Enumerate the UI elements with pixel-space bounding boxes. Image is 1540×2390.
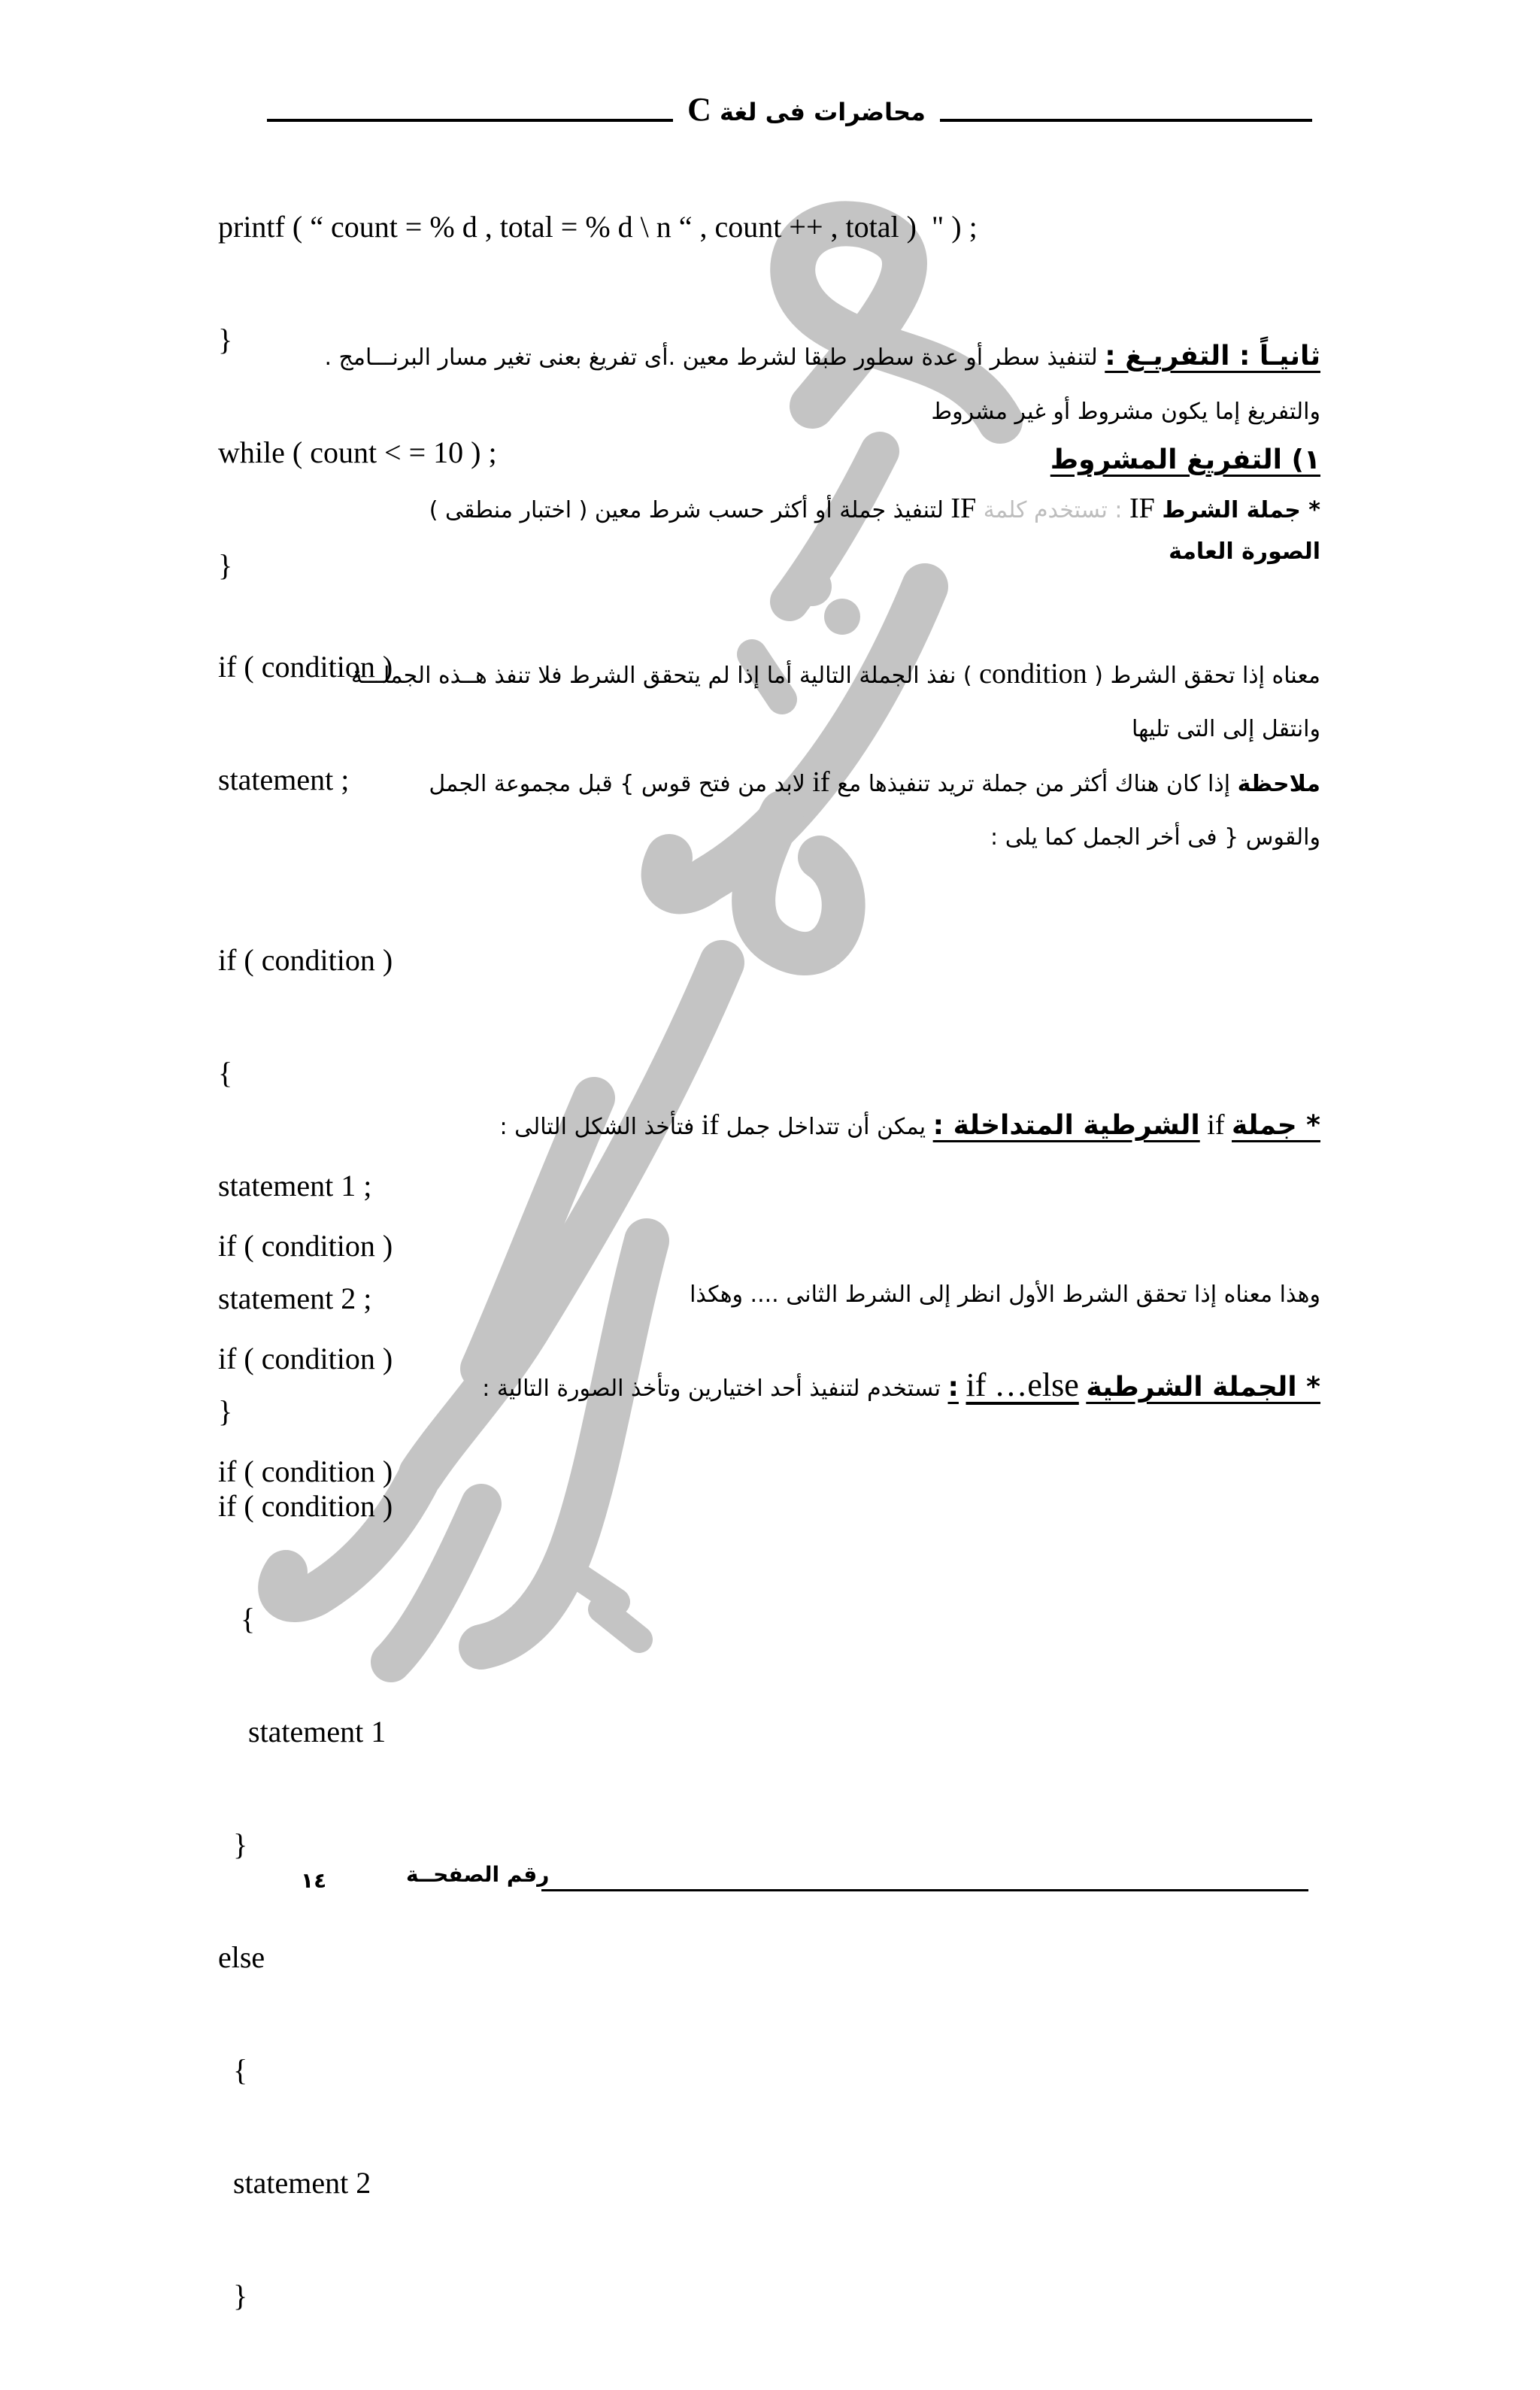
header-title-latin: C xyxy=(687,91,711,128)
header-title xyxy=(673,90,940,129)
nested-label-b: الشرطية المتداخلة : xyxy=(932,1110,1200,1141)
if-statement-label: * جملة الشرط xyxy=(1162,497,1320,523)
header-rule-right xyxy=(940,119,1312,122)
code-line: } xyxy=(218,1827,248,1861)
code-line: if ( condition ) xyxy=(218,943,393,977)
code-block-if-simple xyxy=(218,573,393,874)
note-line1 xyxy=(429,764,1320,802)
code-line: { xyxy=(218,1602,256,1636)
nested-text-b: فتأخذ الشكل التالى : xyxy=(499,1114,695,1140)
page-header xyxy=(267,90,1312,128)
nested-text-a: يمكن أن تتداخل جمل xyxy=(726,1114,926,1140)
code-line: statement 2 ; xyxy=(218,1281,372,1315)
nested-keyword: if xyxy=(1207,1109,1225,1141)
code-line: statement ; xyxy=(218,763,350,796)
if-keyword: IF xyxy=(1129,493,1155,524)
nested-meaning: وهذا معناه إذا تحقق الشرط الأول انظر إلى الشرط الثانى .... وهكذا xyxy=(690,1281,1320,1308)
ifelse-definition xyxy=(482,1367,1320,1407)
subsection-title xyxy=(1050,442,1320,480)
meaning-text-a: معناه إذا تحقق الشرط ( xyxy=(1094,663,1320,689)
code-line: while ( count < = 10 ) ; xyxy=(218,435,497,469)
code-line: { xyxy=(218,2053,248,2087)
watermark-stroke-8 xyxy=(391,1504,481,1662)
note-text-b: لابد من فتح قوس } قبل مجموعة الجمل xyxy=(429,771,805,797)
footer-rule xyxy=(541,1889,1308,1891)
note-keyword: if xyxy=(812,766,830,798)
code-line: } xyxy=(218,323,233,356)
if-text-a: : تستخدم كلمة xyxy=(983,497,1123,523)
general-form-label xyxy=(1169,534,1320,570)
code-line: printf ( “ count = % d , total = % d \ n “ , count ++ , total ) " ) ; xyxy=(218,210,978,244)
ifelse-keyword: if …else xyxy=(966,1366,1079,1403)
ifelse-text: تستخدم لتنفيذ أحد اختيارين وتأخذ الصورة التالية : xyxy=(482,1375,941,1402)
nested-keyword-2: if xyxy=(701,1109,720,1141)
watermark-stroke-3 xyxy=(753,812,844,954)
if-text-b: لتنفيذ جملة أو أكثر حسب شرط معين ( اختبار منطقى ) xyxy=(429,497,944,523)
code-line: statement 1 ; xyxy=(218,1169,372,1203)
section-intro-line2: والتفريغ إما يكون مشروط أو غير مشروط xyxy=(931,399,1320,425)
watermark-stroke-12 xyxy=(602,1609,639,1639)
ifelse-colon: : xyxy=(947,1372,959,1403)
code-line: { xyxy=(218,1056,233,1090)
code-line: } xyxy=(218,548,233,582)
note-line2: والقوس { فى أخر الجمل كما يلى : xyxy=(990,824,1320,851)
code-line: if ( condition ) xyxy=(218,1489,393,1523)
code-line: if ( condition ) xyxy=(218,1342,393,1375)
meaning-condition: condition xyxy=(979,658,1087,690)
code-block-ifelse xyxy=(218,1412,393,2390)
code-line: statement 1 xyxy=(218,1715,387,1749)
if-meaning-line1 xyxy=(351,656,1320,694)
header-title-text: محاضرات فى لغة xyxy=(719,98,926,126)
subsection-conditional-branching: ١) التفريغ المشروط xyxy=(1050,444,1320,475)
footer-page-label: رقم الصفحــة xyxy=(406,1862,550,1887)
code-line: if ( condition ) xyxy=(218,650,393,684)
code-line: else xyxy=(218,1940,265,1974)
ifelse-label: * الجملة الشرطية xyxy=(1086,1372,1320,1403)
code-line: if ( condition ) xyxy=(218,1454,393,1488)
code-line: } xyxy=(218,2279,248,2313)
watermark-stroke-11 xyxy=(571,1572,617,1602)
code-line: if ( condition ) xyxy=(218,1229,393,1263)
header-rule-left xyxy=(267,119,673,122)
footer-page-number: ١٤ xyxy=(301,1868,327,1893)
code-line: } xyxy=(218,1394,233,1428)
general-form-text: الصورة العامة xyxy=(1169,538,1320,565)
meaning-text-b: ) نفذ الجملة التالية أما إذا لم يتحقق الشرط فلا تنفذ هــذه الجملـــة xyxy=(350,663,972,689)
nested-if-definition xyxy=(499,1107,1320,1145)
section-heading: ثانيـاً : التفريـغ : xyxy=(1105,341,1320,372)
section-branching-intro xyxy=(324,338,1320,376)
if-statement-definition xyxy=(429,490,1320,529)
section-intro-text: لتنفيذ سطر أو عدة سطور طبقا لشرط معين .أى تفريغ بعنى تغير مسار البرنـــامج . xyxy=(324,344,1098,371)
note-text-a: إذا كان هناك أكثر من جملة تريد تنفيذها مع xyxy=(837,771,1231,797)
note-label: ملاحظة xyxy=(1237,771,1320,797)
if-meaning-line2: وانتقل إلى التى تليها xyxy=(1131,716,1320,742)
code-line: statement 2 xyxy=(218,2166,371,2200)
watermark-stroke-6 xyxy=(481,1241,647,1647)
if-keyword-2: IF xyxy=(950,493,977,524)
nested-label-a: * جملة xyxy=(1232,1110,1320,1141)
